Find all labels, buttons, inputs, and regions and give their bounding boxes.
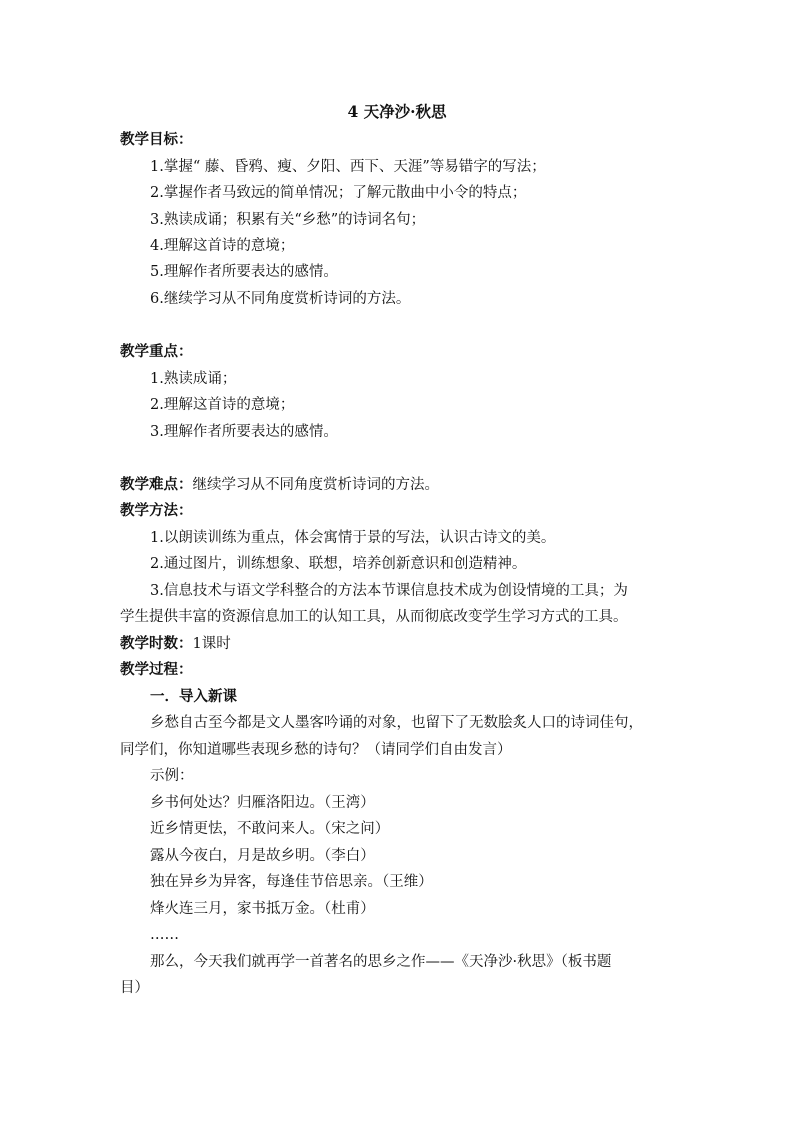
method-item: 3.信息技术与语文学科整合的方法本节课信息技术成为创设情境的工具；为: [150, 583, 628, 599]
hours-line: [120, 635, 680, 653]
process-heading: 教学过程：: [120, 661, 193, 678]
difficulty-line: [120, 476, 680, 494]
example-item: 独在异乡为异客，每逢佳节倍思亲。（王维）: [150, 874, 433, 890]
method-item: 2.通过图片，训练想象、联想，培养创新意识和创造精神。: [150, 556, 527, 572]
hours-text: 1课时: [192, 636, 231, 652]
objective-item: 2.掌握作者马致远的简单情况；了解元散曲中小令的特点；: [150, 185, 527, 201]
method-item: 1.以朗读训练为重点，体会寓情于景的写法，认识古诗文的美。: [150, 530, 556, 546]
paragraph-line: 目）: [120, 980, 149, 996]
key-point-item: 3.理解作者所要表达的感情。: [150, 424, 338, 440]
objective-item: 4.理解这首诗的意境；: [150, 238, 295, 254]
objective-item: 3.熟读成诵；积累有关“乡愁”的诗词名句；: [150, 212, 426, 228]
difficulty-text: 继续学习从不同角度赏析诗词的方法。: [192, 477, 439, 493]
key-point-item: 2.理解这首诗的意境；: [150, 397, 295, 413]
hours-heading: 教学时数：: [120, 635, 193, 652]
paragraph-line: 同学们，你知道哪些表现乡愁的诗句？（请同学们自由发言）: [120, 742, 512, 758]
method-item: 学生提供丰富的资源信息加工的认知工具，从而彻底改变学生学习方式的工具。: [120, 609, 628, 625]
example-item: 乡书何处达？归雁洛阳边。（王湾）: [150, 795, 375, 811]
key-points-heading: 教学重点：: [120, 343, 193, 360]
key-point-item: 1.熟读成诵；: [150, 371, 237, 387]
example-item: 露从今夜白，月是故乡明。（李白）: [150, 848, 375, 864]
objective-item: 1.掌握“ 藤、昏鸦、瘦、夕阳、西下、天涯”等易错字的写法；: [150, 159, 546, 175]
methods-heading: 教学方法：: [120, 502, 193, 519]
example-label: 示例：: [150, 768, 194, 784]
example-item: 近乡情更怯，不敢问来人。（宋之问）: [150, 821, 390, 837]
ellipsis: ……: [150, 927, 179, 943]
page-title: 4 天净沙·秋思: [347, 102, 447, 121]
objective-item: 5.理解作者所要表达的感情。: [150, 264, 338, 280]
difficulty-heading: 教学难点：: [120, 476, 193, 493]
paragraph-line: 乡愁自古至今都是文人墨客吟诵的对象，也留下了无数脍炙人口的诗词佳句，: [150, 715, 643, 731]
section-heading: 一．导入新课: [150, 688, 237, 705]
paragraph-line: 那么，今天我们就再学一首著名的思乡之作——《天净沙·秋思》（板书题: [150, 954, 612, 970]
objectives-heading: 教学目标：: [120, 131, 193, 148]
objective-item: 6.继续学习从不同角度赏析诗词的方法。: [150, 291, 411, 307]
example-item: 烽火连三月，家书抵万金。（杜甫）: [150, 901, 375, 917]
